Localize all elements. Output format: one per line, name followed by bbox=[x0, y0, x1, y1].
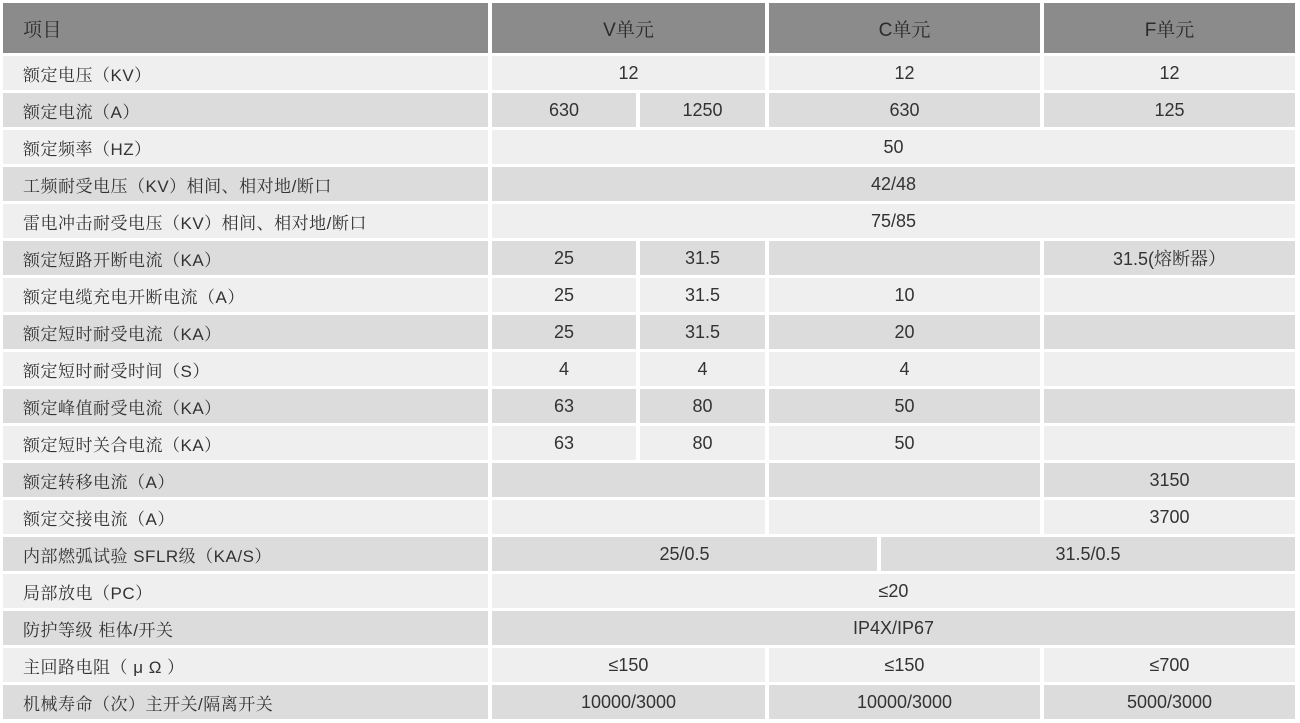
spec-value: 25 bbox=[492, 278, 636, 312]
spec-value: 31.5/0.5 bbox=[881, 537, 1295, 571]
spec-row-cable-charging-breaking-current bbox=[3, 278, 1295, 312]
spec-value: 4 bbox=[492, 352, 636, 386]
spec-label: 额定电流（A） bbox=[3, 93, 488, 127]
spec-value: ≤20 bbox=[492, 574, 1295, 608]
spec-value: 5000/3000 bbox=[1044, 685, 1295, 719]
spec-value: 31.5(熔断器） bbox=[1044, 241, 1295, 275]
spec-row-rated-voltage bbox=[3, 56, 1295, 90]
spec-row-partial-discharge bbox=[3, 574, 1295, 608]
spec-value: ≤700 bbox=[1044, 648, 1295, 682]
spec-label: 额定短时耐受时间（S） bbox=[3, 352, 488, 386]
spec-value: 31.5 bbox=[640, 241, 765, 275]
spec-row-mechanical-life bbox=[3, 685, 1295, 719]
specification-table bbox=[3, 3, 1295, 719]
spec-row-peak-withstand-current bbox=[3, 389, 1295, 423]
spec-label: 工频耐受电压（KV）相间、相对地/断口 bbox=[3, 167, 488, 201]
spec-value: 25/0.5 bbox=[492, 537, 877, 571]
spec-value bbox=[769, 500, 1040, 534]
header-f-unit: F单元 bbox=[1044, 3, 1295, 53]
spec-label: 额定频率（HZ） bbox=[3, 130, 488, 164]
spec-row-impulse-withstand-voltage bbox=[3, 204, 1295, 238]
spec-value: 63 bbox=[492, 426, 636, 460]
spec-label: 额定短路开断电流（KA） bbox=[3, 241, 488, 275]
spec-value: 25 bbox=[492, 315, 636, 349]
spec-label: 额定电压（KV） bbox=[3, 56, 488, 90]
spec-value: 31.5 bbox=[640, 278, 765, 312]
spec-value: 75/85 bbox=[492, 204, 1295, 238]
spec-value: ≤150 bbox=[492, 648, 765, 682]
spec-label: 主回路电阻（ μ Ω ） bbox=[3, 648, 488, 682]
spec-value: 12 bbox=[1044, 56, 1295, 90]
header-item: 项目 bbox=[3, 3, 488, 53]
spec-value bbox=[769, 241, 1040, 275]
spec-row-transition-current bbox=[3, 500, 1295, 534]
spec-value: 80 bbox=[640, 426, 765, 460]
spec-row-short-time-making-current bbox=[3, 426, 1295, 460]
spec-value bbox=[1044, 389, 1295, 423]
spec-row-short-circuit-breaking-current bbox=[3, 241, 1295, 275]
spec-value: 50 bbox=[492, 130, 1295, 164]
spec-row-rated-current bbox=[3, 93, 1295, 127]
spec-label: 额定转移电流（A） bbox=[3, 463, 488, 497]
spec-value: 4 bbox=[769, 352, 1040, 386]
spec-value: 63 bbox=[492, 389, 636, 423]
spec-value: 3150 bbox=[1044, 463, 1295, 497]
spec-label: 额定电缆充电开断电流（A） bbox=[3, 278, 488, 312]
spec-value: 3700 bbox=[1044, 500, 1295, 534]
spec-row-rated-frequency bbox=[3, 130, 1295, 164]
spec-value: 50 bbox=[769, 389, 1040, 423]
spec-value: 20 bbox=[769, 315, 1040, 349]
spec-value: 10000/3000 bbox=[769, 685, 1040, 719]
spec-value: 31.5 bbox=[640, 315, 765, 349]
spec-value: IP4X/IP67 bbox=[492, 611, 1295, 645]
spec-value bbox=[492, 500, 765, 534]
spec-value: 80 bbox=[640, 389, 765, 423]
spec-label: 内部燃弧试验 SFLR级（KA/S） bbox=[3, 537, 488, 571]
spec-value bbox=[1044, 352, 1295, 386]
spec-value bbox=[769, 463, 1040, 497]
spec-value bbox=[492, 463, 765, 497]
spec-value: ≤150 bbox=[769, 648, 1040, 682]
spec-row-short-time-withstand-time bbox=[3, 352, 1295, 386]
spec-row-protection-degree bbox=[3, 611, 1295, 645]
spec-value: 630 bbox=[769, 93, 1040, 127]
spec-label: 额定峰值耐受电流（KA） bbox=[3, 389, 488, 423]
spec-row-main-circuit-resistance bbox=[3, 648, 1295, 682]
spec-value: 12 bbox=[492, 56, 765, 90]
header-v-unit: V单元 bbox=[492, 3, 765, 53]
spec-value bbox=[1044, 426, 1295, 460]
spec-value bbox=[1044, 278, 1295, 312]
spec-value: 12 bbox=[769, 56, 1040, 90]
spec-row-transfer-current bbox=[3, 463, 1295, 497]
spec-value: 10 bbox=[769, 278, 1040, 312]
spec-value: 10000/3000 bbox=[492, 685, 765, 719]
spec-value: 4 bbox=[640, 352, 765, 386]
spec-value: 1250 bbox=[640, 93, 765, 127]
spec-row-pf-withstand-voltage bbox=[3, 167, 1295, 201]
spec-value: 50 bbox=[769, 426, 1040, 460]
spec-label: 额定短时耐受电流（KA） bbox=[3, 315, 488, 349]
spec-value: 42/48 bbox=[492, 167, 1295, 201]
spec-value: 125 bbox=[1044, 93, 1295, 127]
header-c-unit: C单元 bbox=[769, 3, 1040, 53]
spec-label: 额定交接电流（A） bbox=[3, 500, 488, 534]
spec-value bbox=[1044, 315, 1295, 349]
table-header-row bbox=[3, 3, 1295, 53]
spec-label: 机械寿命（次）主开关/隔离开关 bbox=[3, 685, 488, 719]
spec-row-short-time-withstand-current bbox=[3, 315, 1295, 349]
spec-label: 额定短时关合电流（KA） bbox=[3, 426, 488, 460]
spec-row-internal-arc-test bbox=[3, 537, 1295, 571]
spec-value: 25 bbox=[492, 241, 636, 275]
spec-value: 630 bbox=[492, 93, 636, 127]
spec-label: 防护等级 柜体/开关 bbox=[3, 611, 488, 645]
spec-label: 局部放电（PC） bbox=[3, 574, 488, 608]
spec-label: 雷电冲击耐受电压（KV）相间、相对地/断口 bbox=[3, 204, 488, 238]
